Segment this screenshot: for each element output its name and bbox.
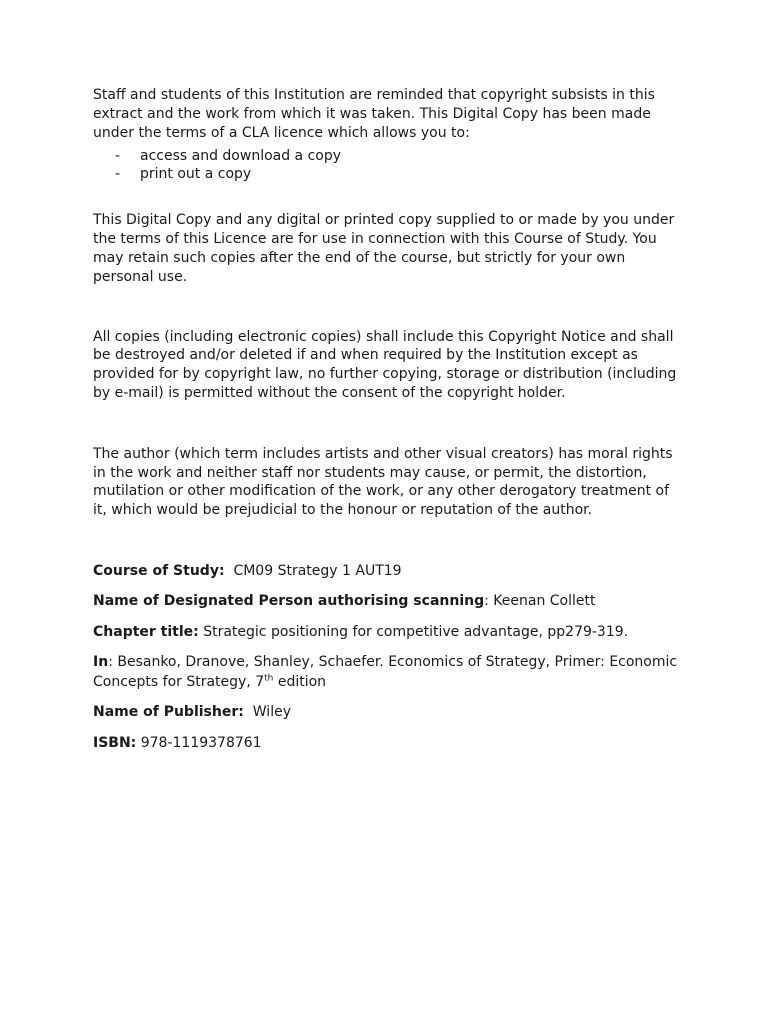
isbn-value: 978-1119378761 [140,734,262,751]
chapter-value: Strategic positioning for competitive advantage, pp279-319. [203,623,629,640]
course-of-study-line [93,562,683,582]
isbn-line [93,734,683,754]
list-item [93,148,683,166]
course-label: Course of Study: [93,562,225,579]
isbn-label: ISBN: [93,734,137,751]
intro-paragraph: Staff and students of this Institution are reminded that copyright subsists in this extract and the work from which it was taken. This Digital Copy has been made under the terms of a CLA licence which allows you to: [93,87,655,141]
in-tail: edition [273,673,327,690]
bullet-text: print out a copy [140,165,252,182]
source-in-line [93,653,683,692]
copies-paragraph: All copies (including electronic copies) shall include this Copyright Notice and shall be destroyed and/or deleted if and when required by the Institution except as provided for by copyright law, no further copying, storage or distribution (including by e-mail) is permitted without the consent of the copyright holder. [93,328,677,401]
publisher-label: Name of Publisher: [93,704,244,721]
use-paragraph: This Digital Copy and any digital or printed copy supplied to or made by you under the terms of this Licence are for use in connection with this Course of Study. You may retain such copies after the end of the course, but strictly for your own personal use. [93,212,675,285]
permissions-list [93,148,683,183]
bullet-text: access and download a copy [140,148,342,165]
person-label: Name of Designated Person authorising scanning [93,593,485,610]
publisher-line [93,703,683,723]
moral-rights-paragraph: The author (which term includes artists and other visual creators) has moral rights in the work and neither staff nor students may cause, or permit, the distortion, mutilation or other modification of the work, or any other derogatory treatment of it, which would be prejudicial to the honour or reputation of the author. [93,445,673,519]
bullet-marker: - [115,165,121,182]
list-item [93,166,683,184]
publisher-value: Wiley [252,704,291,721]
copyright-notice-page [93,86,683,753]
in-value: : Besanko, Dranove, Shanley, Schaefer. Economics of Strategy, Primer: Economic Concepts for Strategy, 7 [93,654,678,690]
person-value: : Keenan Collett [484,593,596,610]
in-label: In [93,654,109,671]
bullet-marker: - [115,148,121,165]
edition-superscript: th [264,673,274,684]
chapter-label: Chapter title: [93,623,199,640]
course-value: CM09 Strategy 1 AUT19 [233,562,402,579]
designated-person-line [93,592,683,612]
chapter-title-line [93,623,683,643]
